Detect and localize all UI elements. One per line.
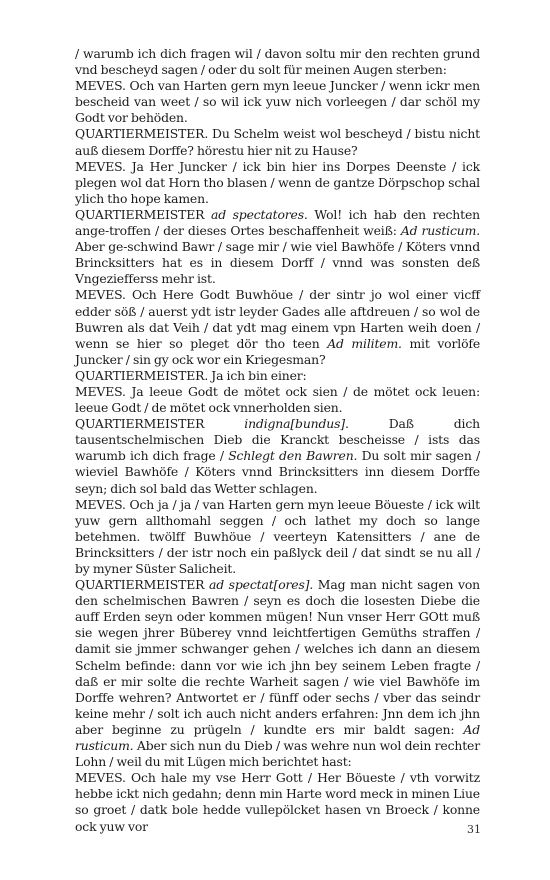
dialogue-text: Daß dich tausentschelmischen Dieb die Kranckt bescheisse / ists das warumb ich dich frage /	[75, 416, 480, 464]
speaker-name: MEVES.	[75, 496, 126, 512]
paragraph	[75, 46, 480, 78]
stage-direction: ad spectat[ores].	[208, 577, 314, 593]
paragraph	[75, 78, 480, 126]
paragraph	[75, 497, 480, 577]
dialogue-text: Och van Harten gern myn leeue Juncker / wenn ickr men bescheid van weet / so wil ick yuw nich vorleegen / dar schöl my Godt vor behöden.	[75, 78, 480, 126]
dialogue-text: Och Here Godt Buwhöue / der sintr jo wol einer vicff edder söß / auerst ydt istr leyder Gades alle aftdreuen / so wol de Buwren als dat Veih / dat ydt mag einem vpn Harten weih doen / wenn se hier so pleget dör tho teen	[75, 287, 480, 351]
dialogue-text: / warumb ich dich fragen wil / davon soltu mir den rechten grund vnd bescheyd sagen / oder du solt für meinen Augen sterben:	[75, 46, 480, 78]
stage-direction: Ad rusticum.	[75, 721, 480, 754]
paragraph	[75, 416, 480, 496]
dialogue-text: Wol! ich hab den rechten ange-troffen / der dieses Ortes beschaffenheit weiß:	[75, 206, 480, 239]
dialogue-text	[204, 207, 211, 222]
dialogue-text: Och hale my vse Herr Gott / Her Böueste / vth vorwitz hebbe ickt nich gedahn; denn min Harte word meck in minen Liue so groet / datk bole hedde vullepölcket hasen vn Broeck / konne ock yuw vor	[75, 770, 480, 834]
dialogue-text	[204, 416, 244, 431]
dialogue-text: Aber ge-schwind Bawr / sage mir / wie viel Bawhöfe / Köters vnnd Brincksitters hat es in diesem Dorff / vnnd was sonsten deß Vngeziefferss mehr ist.	[75, 239, 480, 287]
dialogue-text: Mag man nicht sagen von den schelmischen Bawren / seyn es doch die losesten Diebe die auff Erden seyn oder kommen mügen! Nun vnser Herr GOtt muß sie wegen jhrer Büberey vnnd leichtfertigen Gemüths straffen / damit sie jmmer schwanger gehen / welches ich dann an diesem Schelm befinde: dann vor wie ich jhn bey seinem Leben fragte / daß er mir solte die rechte Warheit sagen / wie viel Bawhöfe im Dorffe wehren? Antwortet er / fünff oder sechs / vber das seindr keine mehr / solt ich auch nicht anders erfahren: Jnn dem ich jhn aber beginne zu prügeln / kundte ers mir baldt sagen:	[75, 577, 480, 737]
stage-direction: Ad militem.	[327, 335, 402, 351]
page-number: 31	[467, 823, 481, 836]
speaker-name: QUARTIERMEISTER	[75, 577, 205, 593]
dialogue-text: Ja leeue Godt de mötet ock sien / de mötet ock leuen: leeue Godt / de mötet ock vnnerholden sien.	[75, 383, 480, 416]
speaker-name: MEVES.	[75, 770, 126, 786]
dialogue-text: Aber sich nun du Dieb / was wehre nun wol dein rechter Lohn / weil du mit Lügen mich berichtet hast:	[75, 738, 480, 770]
paragraph	[75, 577, 480, 770]
dialogue-text: Du Schelm weist wol bescheyd / bistu nicht auß diesem Dorffe? hörestu hier nit zu Hause?	[75, 126, 480, 158]
speaker-name: QUARTIERMEISTER	[75, 206, 205, 222]
paragraph	[75, 159, 480, 207]
stage-direction: Schlegt den Bawren.	[228, 448, 358, 464]
speaker-name: MEVES.	[75, 287, 126, 303]
dialogue-text: Du solt mir sagen / wieviel Bawhöfe / Köters vnnd Brincksitters inn diesem Dorffe seyn; dich sol bald das Wetter schlagen.	[75, 448, 480, 496]
paragraph	[75, 287, 480, 367]
speaker-name: MEVES.	[75, 78, 126, 94]
body-text	[75, 46, 480, 835]
dialogue-text: Ja Her Juncker / ick bin hier ins Dorpes Deenste / ick plegen wol dat Horn tho blasen / wenn de gantze Dörpschop schal ylich tho hope kamen.	[75, 158, 480, 206]
paragraph	[75, 126, 480, 158]
stage-direction: Ad rusticum.	[400, 223, 480, 239]
stage-direction: indigna[bundus].	[244, 416, 349, 432]
speaker-name: QUARTIERMEISTER.	[75, 367, 209, 383]
dialogue-text: mit vorlöfe Juncker / sin gy ock wor ein Kriegesman?	[75, 335, 480, 367]
paragraph	[75, 384, 480, 416]
speaker-name: MEVES.	[75, 158, 126, 174]
stage-direction: ad spectatores.	[210, 206, 308, 222]
speaker-name: QUARTIERMEISTER.	[75, 126, 209, 142]
paragraph	[75, 368, 480, 384]
paragraph	[75, 207, 480, 287]
speaker-name: MEVES.	[75, 383, 126, 399]
dialogue-text: Och ja / ja / van Harten gern myn leeue Böueste / ick wilt yuw gern allthomahl seggen / och lathet my doch so lange betehmen. twölff Buwhöue / veerteyn Katensitters / ane de Brincksitters / der istr noch ein paßlyck deil / dat sindt se nu all / by myner Süster Salicheit.	[75, 496, 480, 576]
speaker-name: QUARTIERMEISTER	[75, 416, 205, 432]
dialogue-text: Ja ich bin einer:	[208, 367, 307, 383]
